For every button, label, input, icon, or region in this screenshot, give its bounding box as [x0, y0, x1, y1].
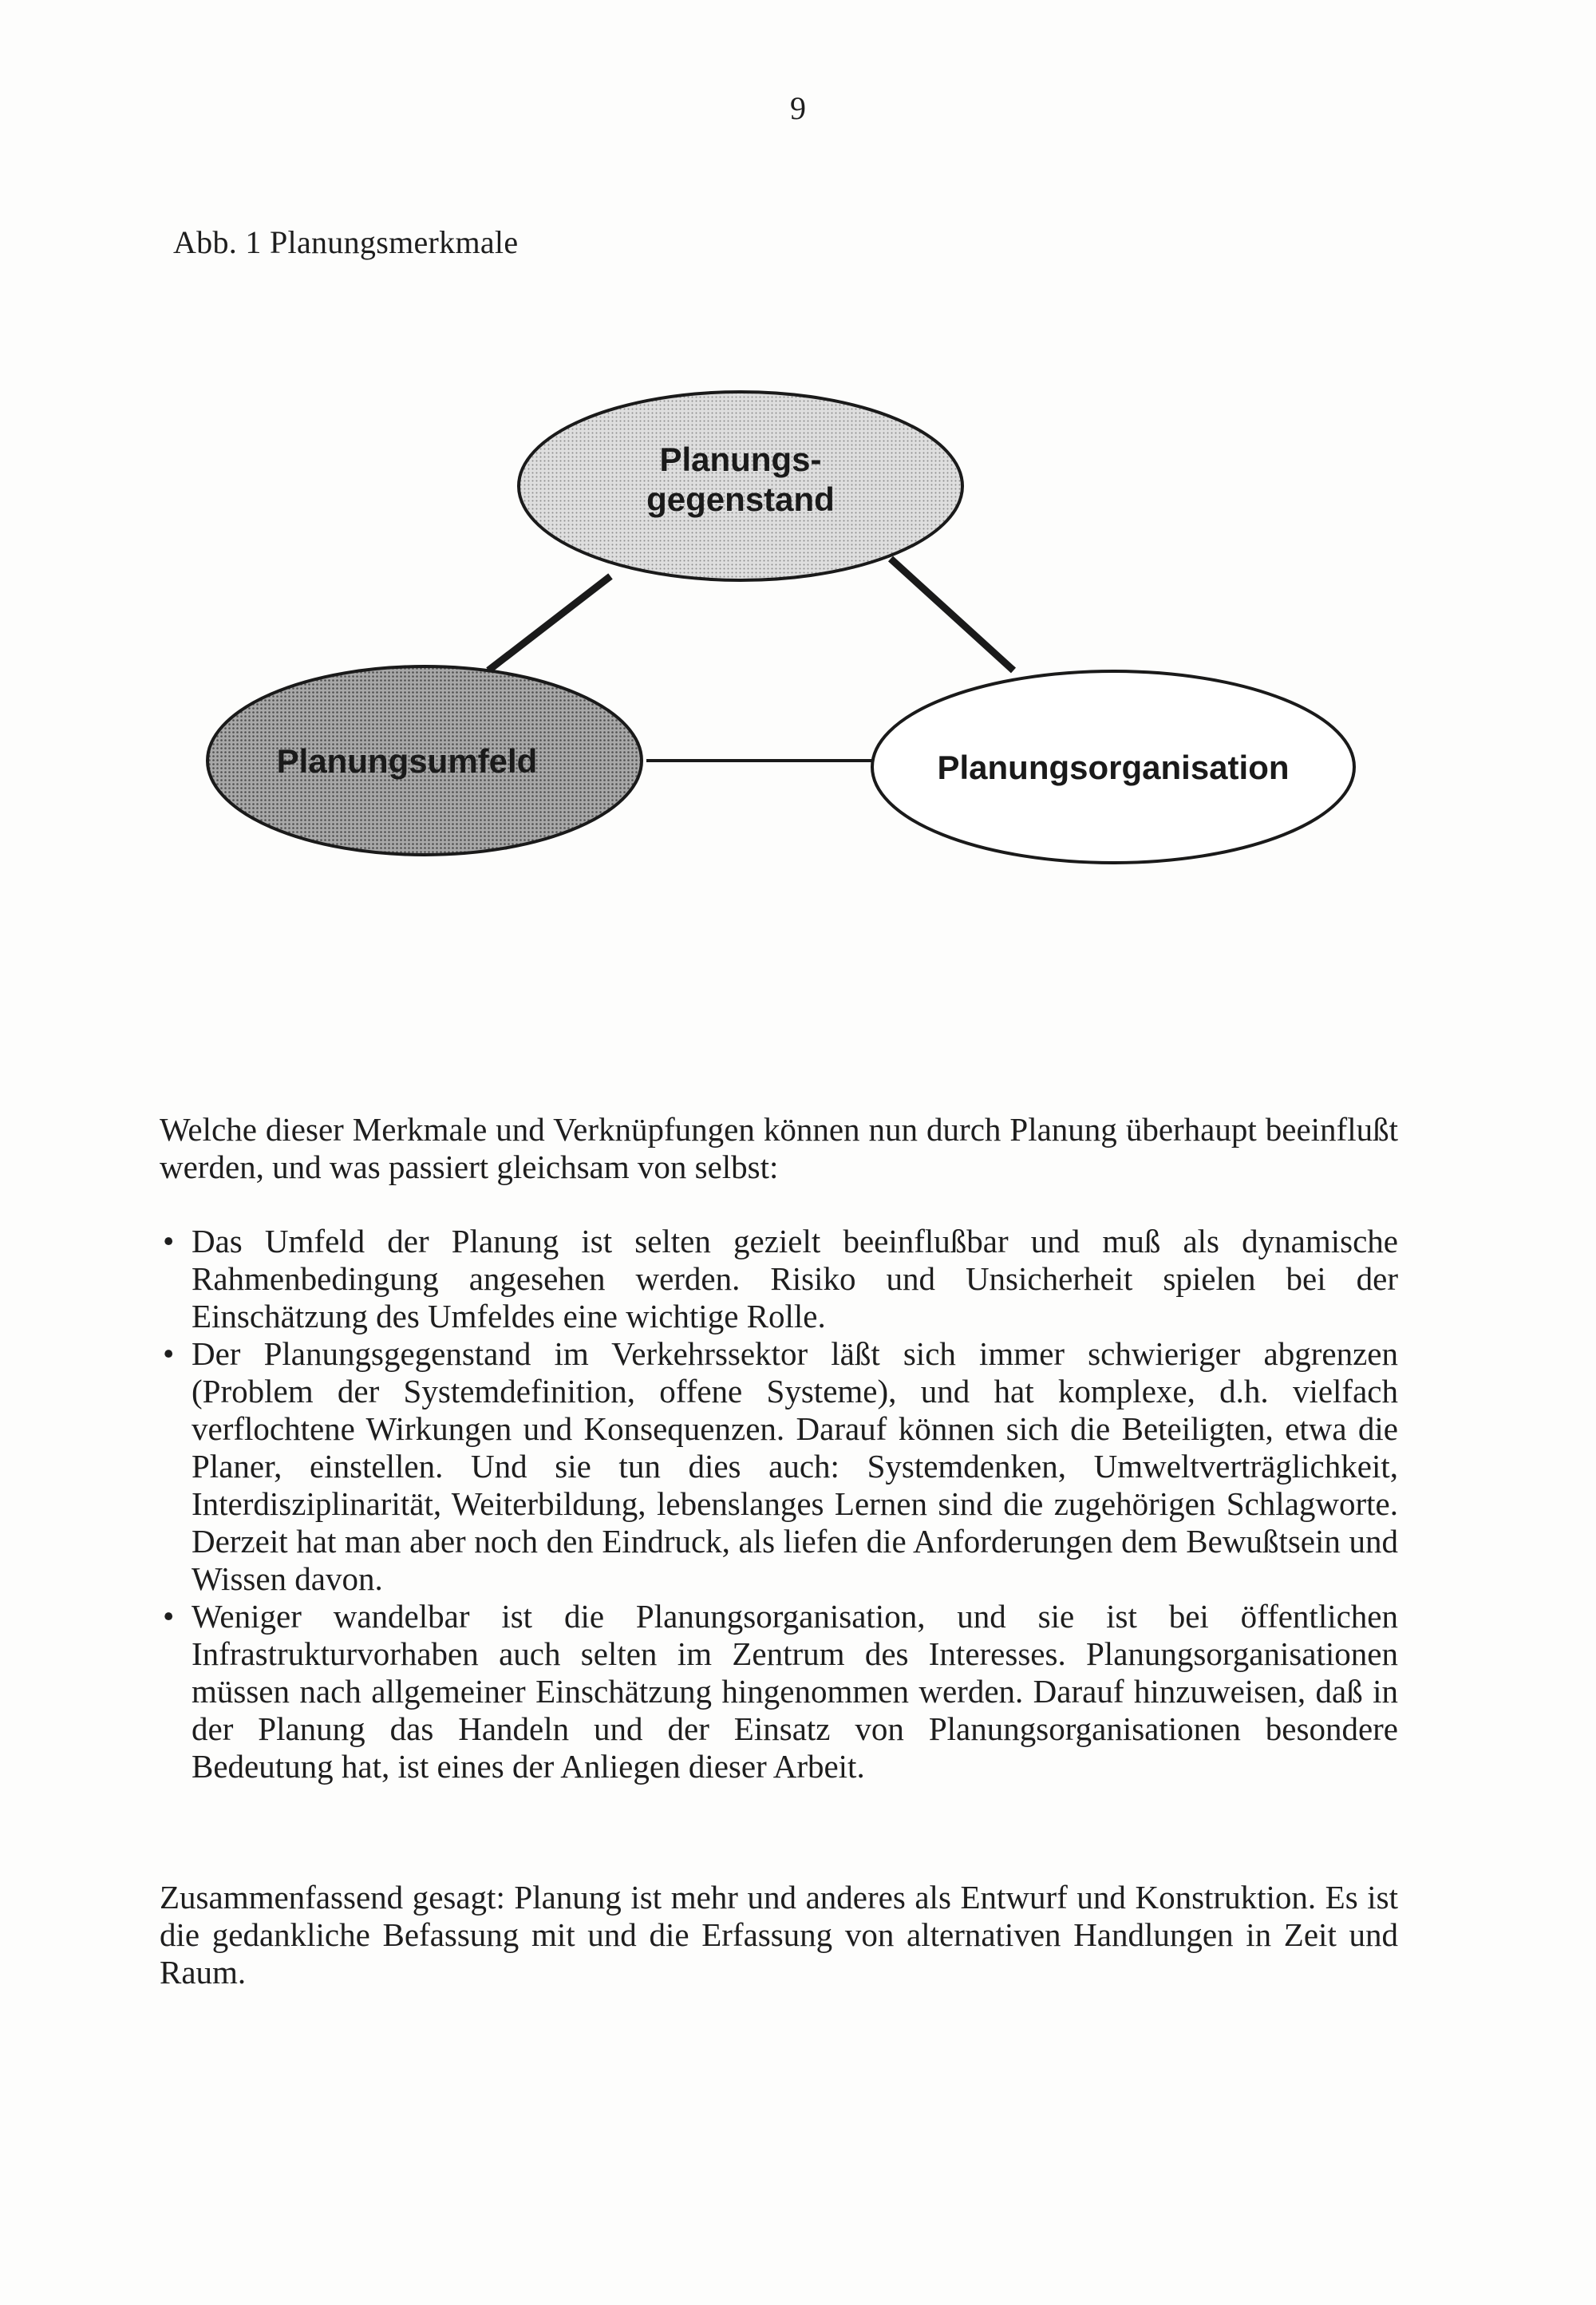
- intro-paragraph: Welche dieser Merkmale und Verknüpfungen können nun durch Planung überhaupt beeinflußt werden, und was passiert gleichsam von selbst:: [160, 1111, 1398, 1185]
- page-number: 9: [790, 90, 806, 126]
- connector-top-right: [891, 559, 1013, 670]
- planning-diagram: [0, 0, 1596, 918]
- node-right-label: Planungsorganisation: [937, 749, 1290, 786]
- bullet-list: [160, 1223, 1398, 1785]
- connector-top-left: [488, 576, 610, 670]
- node-top-label-line2: gegenstand: [646, 480, 835, 518]
- node-top-label-line1: Planungs-: [659, 441, 822, 478]
- summary-paragraph: Zusammenfassend gesagt: Planung ist mehr und anderes als Entwurf und Konstruktion. Es ist die gedankliche Befassung mit und die Erfassung von alternativen Handlungen in Zeit und Raum.: [160, 1879, 1398, 1991]
- figure-caption: Abb. 1 Planungsmerkmale: [173, 224, 519, 260]
- node-left-label: Planungsumfeld: [276, 742, 538, 780]
- bullet-item: • Der Planungsgegenstand im Verkehrssektor läßt sich immer schwieriger abgrenzen (Problem der Systemdefinition, offene Systeme), und hat komplexe, d.h. vielfach verflochtene Wirkungen und Konsequenzen. Darauf können sich die Beteiligten, etwa die Planer, einstellen. Und sie tun dies auch: Systemdenken, Umweltverträglichkeit, Interdisziplinarität, Weiterbildung, lebenslanges Lernen sind die zugehörigen Schlagworte. Derzeit hat man aber noch den Eindruck, als liefen die Anforderungen dem Bewußtsein und Wissen davon.: [160, 1335, 1398, 1598]
- bullet-item: • Das Umfeld der Planung ist selten gezielt beeinflußbar und muß als dynamische Rahmenbedingung angesehen werden. Risiko und Unsicherheit spielen bei der Einschätzung des Umfeldes eine wichtige Rolle.: [160, 1223, 1398, 1335]
- bullet-item: • Weniger wandelbar ist die Planungsorganisation, und sie ist bei öffentlichen Infrastrukturvorhaben auch selten im Zentrum des Interesses. Planungsorganisationen müssen nach allgemeiner Einschätzung hingenommen werden. Darauf hinzuweisen, daß in der Planung das Handeln und der Einsatz von Planungsorganisationen besondere Bedeutung hat, ist eines der Anliegen dieser Arbeit.: [160, 1598, 1398, 1785]
